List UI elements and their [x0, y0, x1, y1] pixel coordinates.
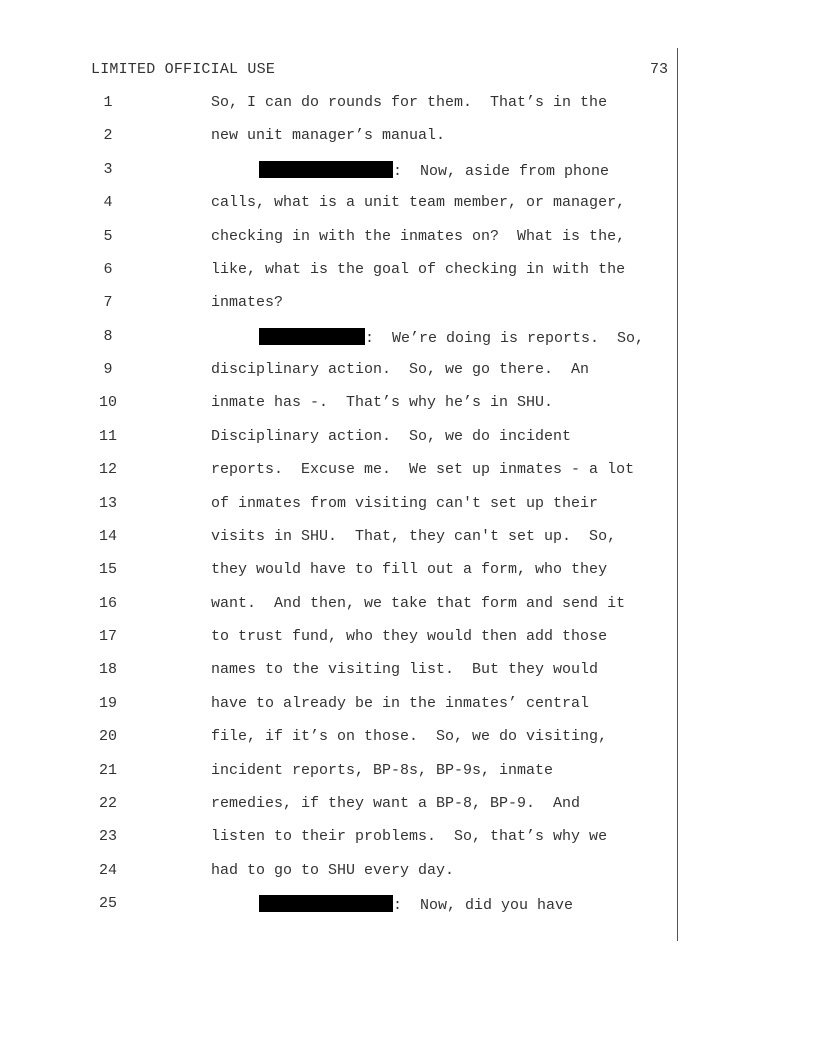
line-text [211, 695, 589, 712]
line-number: 15 [98, 561, 117, 579]
line-text [211, 261, 625, 278]
transcript-line [0, 294, 816, 314]
transcript-line [0, 795, 816, 815]
line-text [211, 461, 634, 478]
line-text [211, 495, 598, 512]
line-text [211, 428, 571, 445]
transcript-line [0, 828, 816, 848]
transcript-line [0, 862, 816, 882]
line-text-content: new unit manager’s manual. [211, 127, 446, 145]
line-text-content: : Now, did you have [393, 897, 574, 915]
line-text-content: file, if it’s on those. So, we do visiting, [211, 728, 608, 746]
line-text-content: So, I can do rounds for them. That’s in the [211, 94, 608, 111]
line-text-content: listen to their problems. So, that’s why we [211, 828, 608, 846]
line-text [211, 661, 598, 678]
line-text [211, 228, 625, 245]
line-text-content: names to the visiting list. But they would [211, 661, 599, 679]
line-text [211, 361, 589, 378]
line-text [211, 528, 616, 545]
line-number: 14 [98, 527, 117, 545]
line-number: 21 [98, 761, 117, 779]
redaction-box [259, 328, 365, 345]
transcript-line [0, 461, 816, 481]
line-number: 5 [103, 227, 113, 245]
line-text [211, 828, 607, 845]
line-number: 9 [103, 361, 113, 379]
line-text-content: : We’re doing is reports. So, [365, 329, 645, 347]
line-text-content: visits in SHU. That, they can't set up. So, [211, 527, 617, 545]
line-text-content: inmate has -. That’s why he’s in SHU. [211, 394, 554, 412]
transcript-line [0, 728, 816, 748]
line-number: 23 [98, 828, 117, 846]
line-text [259, 895, 573, 914]
line-text [211, 294, 283, 311]
line-text [211, 628, 607, 645]
transcript-line [0, 661, 816, 681]
transcript-line [0, 628, 816, 648]
line-text-content: of inmates from visiting can't set up their [211, 494, 599, 512]
line-number: 17 [98, 628, 117, 646]
line-number: 1 [103, 94, 113, 111]
line-number: 3 [103, 160, 113, 178]
transcript-line [0, 561, 816, 581]
line-number: 7 [103, 294, 113, 312]
line-number: 19 [98, 694, 117, 712]
transcript-line [0, 428, 816, 448]
line-text-content: had to go to SHU every day. [211, 861, 455, 879]
line-number: 2 [103, 127, 113, 145]
line-text-content: reports. Excuse me. We set up inmates - a lot [211, 461, 635, 479]
transcript-line [0, 228, 816, 248]
line-text [259, 328, 644, 347]
line-number: 16 [98, 594, 117, 612]
line-text [211, 194, 625, 211]
line-text [211, 728, 607, 745]
line-text-content: Disciplinary action. So, we do incident [211, 427, 572, 445]
transcript-line [0, 595, 816, 615]
line-text-content: remedies, if they want a BP-8, BP-9. And [211, 794, 581, 812]
line-number: 4 [103, 194, 113, 212]
line-text [211, 595, 625, 612]
redaction-box [259, 895, 393, 912]
line-text-content: : Now, aside from phone [393, 162, 610, 180]
line-text-content: they would have to fill out a form, who they [211, 561, 608, 579]
line-number: 13 [98, 494, 117, 512]
transcript-line [0, 127, 816, 147]
transcript-line [0, 261, 816, 281]
line-number: 6 [103, 260, 113, 278]
line-text [211, 862, 454, 879]
transcript-line [0, 328, 816, 348]
line-number: 8 [103, 327, 113, 345]
transcript-line [0, 528, 816, 548]
transcript-line [0, 695, 816, 715]
line-text [211, 394, 553, 411]
transcript-line [0, 394, 816, 414]
line-text [211, 795, 580, 812]
line-text [211, 561, 607, 578]
line-text [259, 161, 609, 180]
line-text-content: checking in with the inmates on? What is the, [211, 227, 626, 245]
line-number: 20 [98, 728, 117, 746]
line-text-content: disciplinary action. So, we go there. An [211, 361, 590, 379]
line-text-content: calls, what is a unit team member, or manager, [211, 194, 626, 212]
line-number: 12 [98, 461, 117, 479]
line-number: 18 [98, 661, 117, 679]
line-text-content: inmates? [211, 294, 284, 312]
line-text [211, 94, 607, 111]
line-number: 24 [98, 861, 117, 879]
line-text-content: want. And then, we take that form and send it [211, 594, 626, 612]
line-number: 22 [98, 794, 117, 812]
line-number: 25 [98, 895, 117, 913]
transcript-line [0, 361, 816, 381]
redaction-box [259, 161, 393, 178]
transcript-line [0, 495, 816, 515]
line-text [211, 762, 553, 779]
line-text-content: like, what is the goal of checking in with the [211, 260, 626, 278]
page-header-title: LIMITED OFFICIAL USE [91, 61, 276, 78]
line-text-content: incident reports, BP-8s, BP-9s, inmate [211, 761, 554, 779]
line-text-content: have to already be in the inmates’ central [211, 694, 590, 712]
line-number: 11 [98, 427, 117, 445]
transcript-line [0, 762, 816, 782]
transcript-line [0, 895, 816, 915]
transcript-line [0, 161, 816, 181]
line-text-content: to trust fund, who they would then add those [211, 628, 608, 646]
page-number: 73 [650, 61, 669, 78]
transcript-line [0, 94, 816, 114]
transcript-line [0, 194, 816, 214]
line-number: 10 [98, 394, 117, 412]
line-text [211, 127, 445, 144]
